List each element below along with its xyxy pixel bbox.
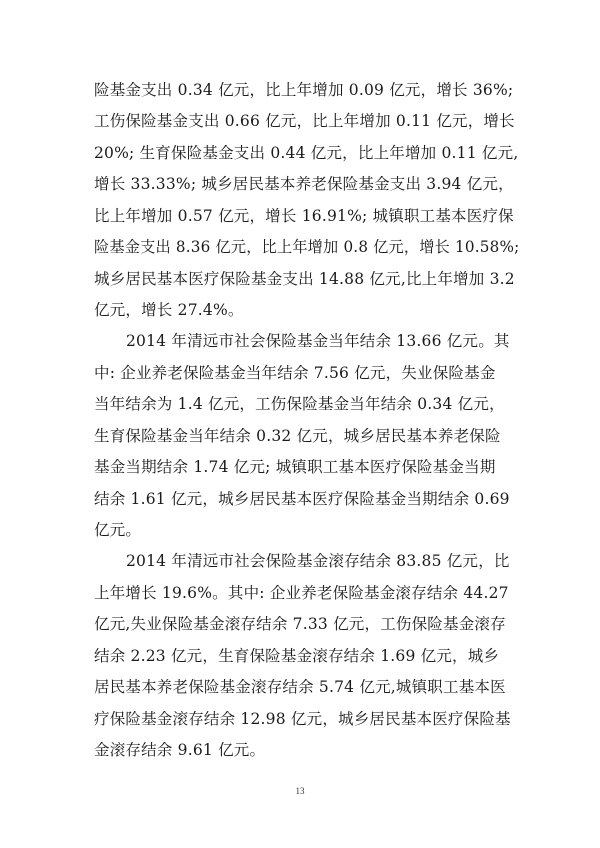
text-line: 亿元,失业保险基金滚存结余 7.33 亿元，工伤保险基金滚存 — [94, 615, 506, 634]
text-line: 工伤保险基金支出 0.66 亿元，比上年增加 0.11 亿元，增长 — [94, 112, 515, 131]
text-line: 亿元。 — [94, 521, 142, 539]
text-line: 基金当期结余 1.74 亿元; 城镇职工基本医疗保险基金当期 — [94, 458, 496, 477]
text-line: 生育保险基金当年结余 0.32 亿元，城乡居民基本养老保险 — [94, 426, 501, 445]
text-line: 居民基本养老保险基金滚存结余 5.74 亿元,城镇职工基本医 — [94, 678, 506, 697]
text-line: 2014 年清远市社会保险基金当年结余 13.66 亿元。其 — [126, 332, 510, 351]
text-line: 疗保险基金滚存结余 12.98 亿元，城乡居民基本医疗保险基 — [94, 709, 511, 728]
text-line: 金滚存结余 9.61 亿元。 — [94, 741, 266, 759]
text-line: 当年结余为 1.4 亿元，工伤保险基金当年结余 0.34 亿元， — [94, 395, 505, 414]
text-line: 增长 33.33%; 城乡居民基本养老保险基金支出 3.94 亿元， — [94, 175, 514, 194]
text-line: 险基金支出 8.36 亿元，比上年增加 0.8 亿元，增长 10.58%; — [94, 238, 520, 257]
text-line: 结余 2.23 亿元，生育保险基金滚存结余 1.69 亿元，城乡 — [94, 646, 500, 665]
page-number: 13 — [295, 786, 305, 796]
text-line: 20%; 生育保险基金支出 0.44 亿元，比上年增加 0.11 亿元, — [94, 143, 519, 162]
text-line: 亿元，增长 27.4%。 — [94, 301, 244, 319]
text-line: 险基金支出 0.34 亿元，比上年增加 0.09 亿元，增长 36%; — [94, 81, 514, 99]
text-line: 2014 年清远市社会保险基金滚存结余 83.85 亿元，比 — [126, 552, 510, 571]
text-line: 中: 企业养老保险基金当年结余 7.56 亿元，失业保险基金 — [94, 363, 496, 382]
text-line: 上年增长 19.6%。其中: 企业养老保险基金滚存结余 44.27 — [94, 583, 509, 602]
text-line: 比上年增加 0.57 亿元，增长 16.91%; 城镇职工基本医疗保 — [94, 206, 514, 225]
text-line: 结余 1.61 亿元，城乡居民基本医疗保险基金当期结余 0.69 — [94, 489, 510, 508]
text-line: 城乡居民基本医疗保险基金支出 14.88 亿元,比上年增加 3.2 — [94, 269, 515, 288]
